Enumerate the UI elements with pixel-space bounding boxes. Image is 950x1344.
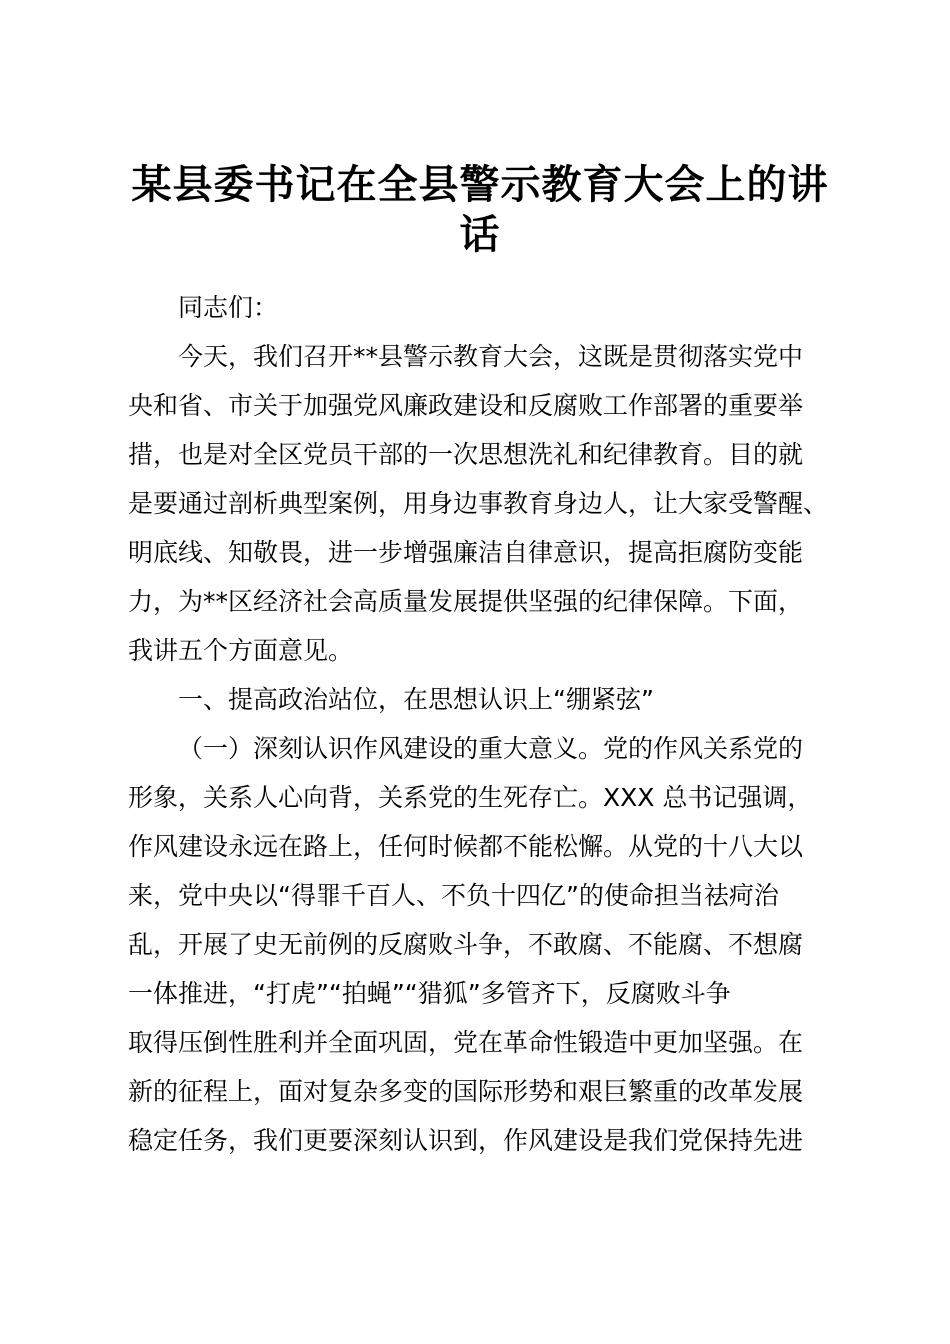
- document-body: [128, 283, 848, 1165]
- salutation-line: 同志们：: [178, 293, 279, 322]
- paragraph-line: 是要通过剖析典型案例，用身边事教育身边人，让大家受警醒、: [128, 489, 829, 518]
- document-title: 某县委书记在全县警示教育大会上的讲话: [131, 161, 829, 258]
- section-heading: 一、提高政治站位，在思想认识上“绷紧弦”: [178, 685, 654, 714]
- paragraph-line: 央和省、市关于加强党风廉政建设和反腐败工作部署的重要举: [128, 391, 804, 420]
- paragraph-line: 新的征程上，面对复杂多变的国际形势和艰巨繁重的改革发展: [128, 1077, 804, 1106]
- paragraph-line: 今天，我们召开**县警示教育大会，这既是贯彻落实党中: [178, 342, 804, 371]
- paragraph-line: 力，为**区经济社会高质量发展提供坚强的纪律保障。下面，: [128, 587, 804, 616]
- paragraph-line: 乱，开展了史无前例的反腐败斗争，不敢腐、不能腐、不想腐: [128, 930, 804, 959]
- paragraph-line: 形象，关系人心向背，关系党的生死存亡。XXX 总书记强调，: [128, 783, 813, 812]
- paragraph-line: 稳定任务，我们更要深刻认识到，作风建设是我们党保持先进: [128, 1126, 804, 1155]
- paragraph-line: 我讲五个方面意见。: [128, 636, 354, 665]
- paragraph-line: 来，党中央以“得罪千百人、不负十四亿”的使命担当祛疴治: [128, 881, 779, 910]
- paragraph-line: 一体推进，“打虎”“拍蝇”“猎狐”多管齐下，反腐败斗争: [128, 979, 731, 1008]
- paragraph-line: 明底线、知敬畏，进一步增强廉洁自律意识，提高拒腐防变能: [128, 538, 804, 567]
- paragraph-line: 取得压倒性胜利并全面巩固，党在革命性锻造中更加坚强。在: [128, 1028, 804, 1057]
- paragraph-line: 措，也是对全区党员干部的一次思想洗礼和纪律教育。目的就: [128, 440, 804, 469]
- paragraph-line: 作风建设永远在路上，任何时候都不能松懈。从党的十八大以: [128, 832, 804, 861]
- paragraph-line: （一）深刻认识作风建设的重大意义。党的作风关系党的: [178, 734, 804, 763]
